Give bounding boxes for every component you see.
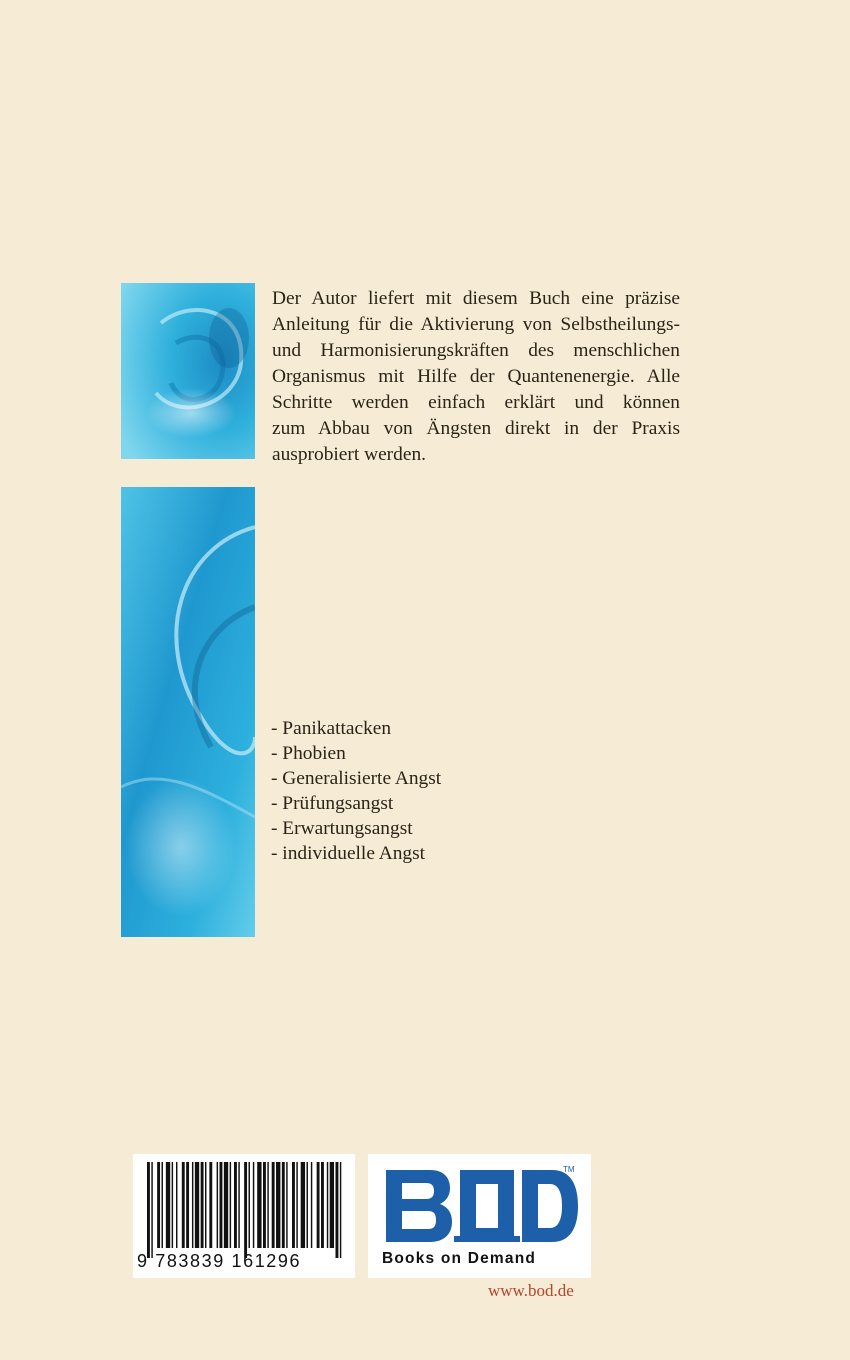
barcode-bar (253, 1162, 254, 1248)
barcode-bar (162, 1162, 163, 1248)
blurb-line: ausprobiert werden. (272, 444, 426, 465)
barcode-bar (276, 1162, 280, 1248)
blurb-line: Organismus mit Hilfe der Quantenenergie. Alle (272, 366, 680, 387)
barcode-bar (205, 1162, 206, 1248)
barcode-bar (157, 1162, 160, 1248)
barcode-bar (340, 1162, 341, 1258)
list-item: - Phobien (271, 743, 346, 764)
blurb-line: und Harmonisierungskräften des menschlichen (272, 340, 680, 361)
blurb-line: zum Abbau von Ängsten direkt in der Praxis (272, 418, 680, 439)
barcode-bar (224, 1162, 228, 1248)
back-cover-blurb (272, 286, 680, 468)
barcode-bar (238, 1162, 239, 1248)
barcode-bar (336, 1162, 339, 1258)
barcode-bar (286, 1162, 287, 1248)
decorative-water-image-top (121, 283, 255, 459)
list-item: - Panikattacken (271, 718, 392, 739)
bod-logo (382, 1166, 582, 1248)
barcode-bar (301, 1162, 305, 1248)
barcode-bar (244, 1162, 247, 1258)
barcode-bar (217, 1162, 218, 1248)
barcode-bar (201, 1162, 204, 1248)
barcode-bar (151, 1162, 152, 1258)
barcode-bar (321, 1162, 324, 1248)
list-item: - Erwartungsangst (271, 818, 413, 839)
list-item: - individuelle Angst (271, 843, 426, 864)
publisher-website: www.bod.de (488, 1281, 574, 1300)
barcode-bar (192, 1162, 193, 1248)
barcode-bar (272, 1162, 275, 1248)
barcode-bar (172, 1162, 173, 1248)
barcode-bar (267, 1162, 268, 1248)
barcode-bar (327, 1162, 328, 1248)
barcode-bar (182, 1162, 185, 1248)
barcode-bar (311, 1162, 312, 1248)
barcode-bar (176, 1162, 177, 1248)
barcode-bar (292, 1162, 295, 1248)
barcode-bar (282, 1162, 285, 1248)
publisher-logo-box (368, 1154, 591, 1278)
barcode-bar (230, 1162, 231, 1248)
blurb-line: Der Autor liefert mit diesem Buch eine präzise (272, 288, 680, 309)
isbn-number: 9 783839 161296 (137, 1251, 302, 1271)
barcode-bar (234, 1162, 237, 1248)
barcode-bar (263, 1162, 266, 1248)
list-item: - Generalisierte Angst (271, 768, 442, 789)
barcode-bar (186, 1162, 189, 1248)
barcode-bar (220, 1162, 223, 1248)
publisher-tagline: Books on Demand (382, 1250, 537, 1267)
barcode-bar (307, 1162, 308, 1248)
isbn-barcode (133, 1154, 355, 1278)
barcode-bar (330, 1162, 334, 1248)
decorative-water-image-bottom (121, 487, 255, 937)
list-item: - Prüfungsangst (271, 793, 394, 814)
barcode-bar (296, 1162, 297, 1248)
barcode-bar (257, 1162, 261, 1248)
barcode-bar (249, 1162, 250, 1248)
blurb-line: Anleitung für die Aktivierung von Selbstheilungs- (272, 314, 680, 335)
barcode-bar (317, 1162, 320, 1248)
barcode-bar (195, 1162, 199, 1248)
barcode-bar (166, 1162, 170, 1248)
barcode-bar (209, 1162, 212, 1248)
anxiety-types-list (271, 716, 441, 866)
trademark-symbol: TM (563, 1166, 575, 1174)
barcode-bar (147, 1162, 150, 1258)
blurb-line: Schritte werden einfach erklärt und können (272, 392, 680, 413)
